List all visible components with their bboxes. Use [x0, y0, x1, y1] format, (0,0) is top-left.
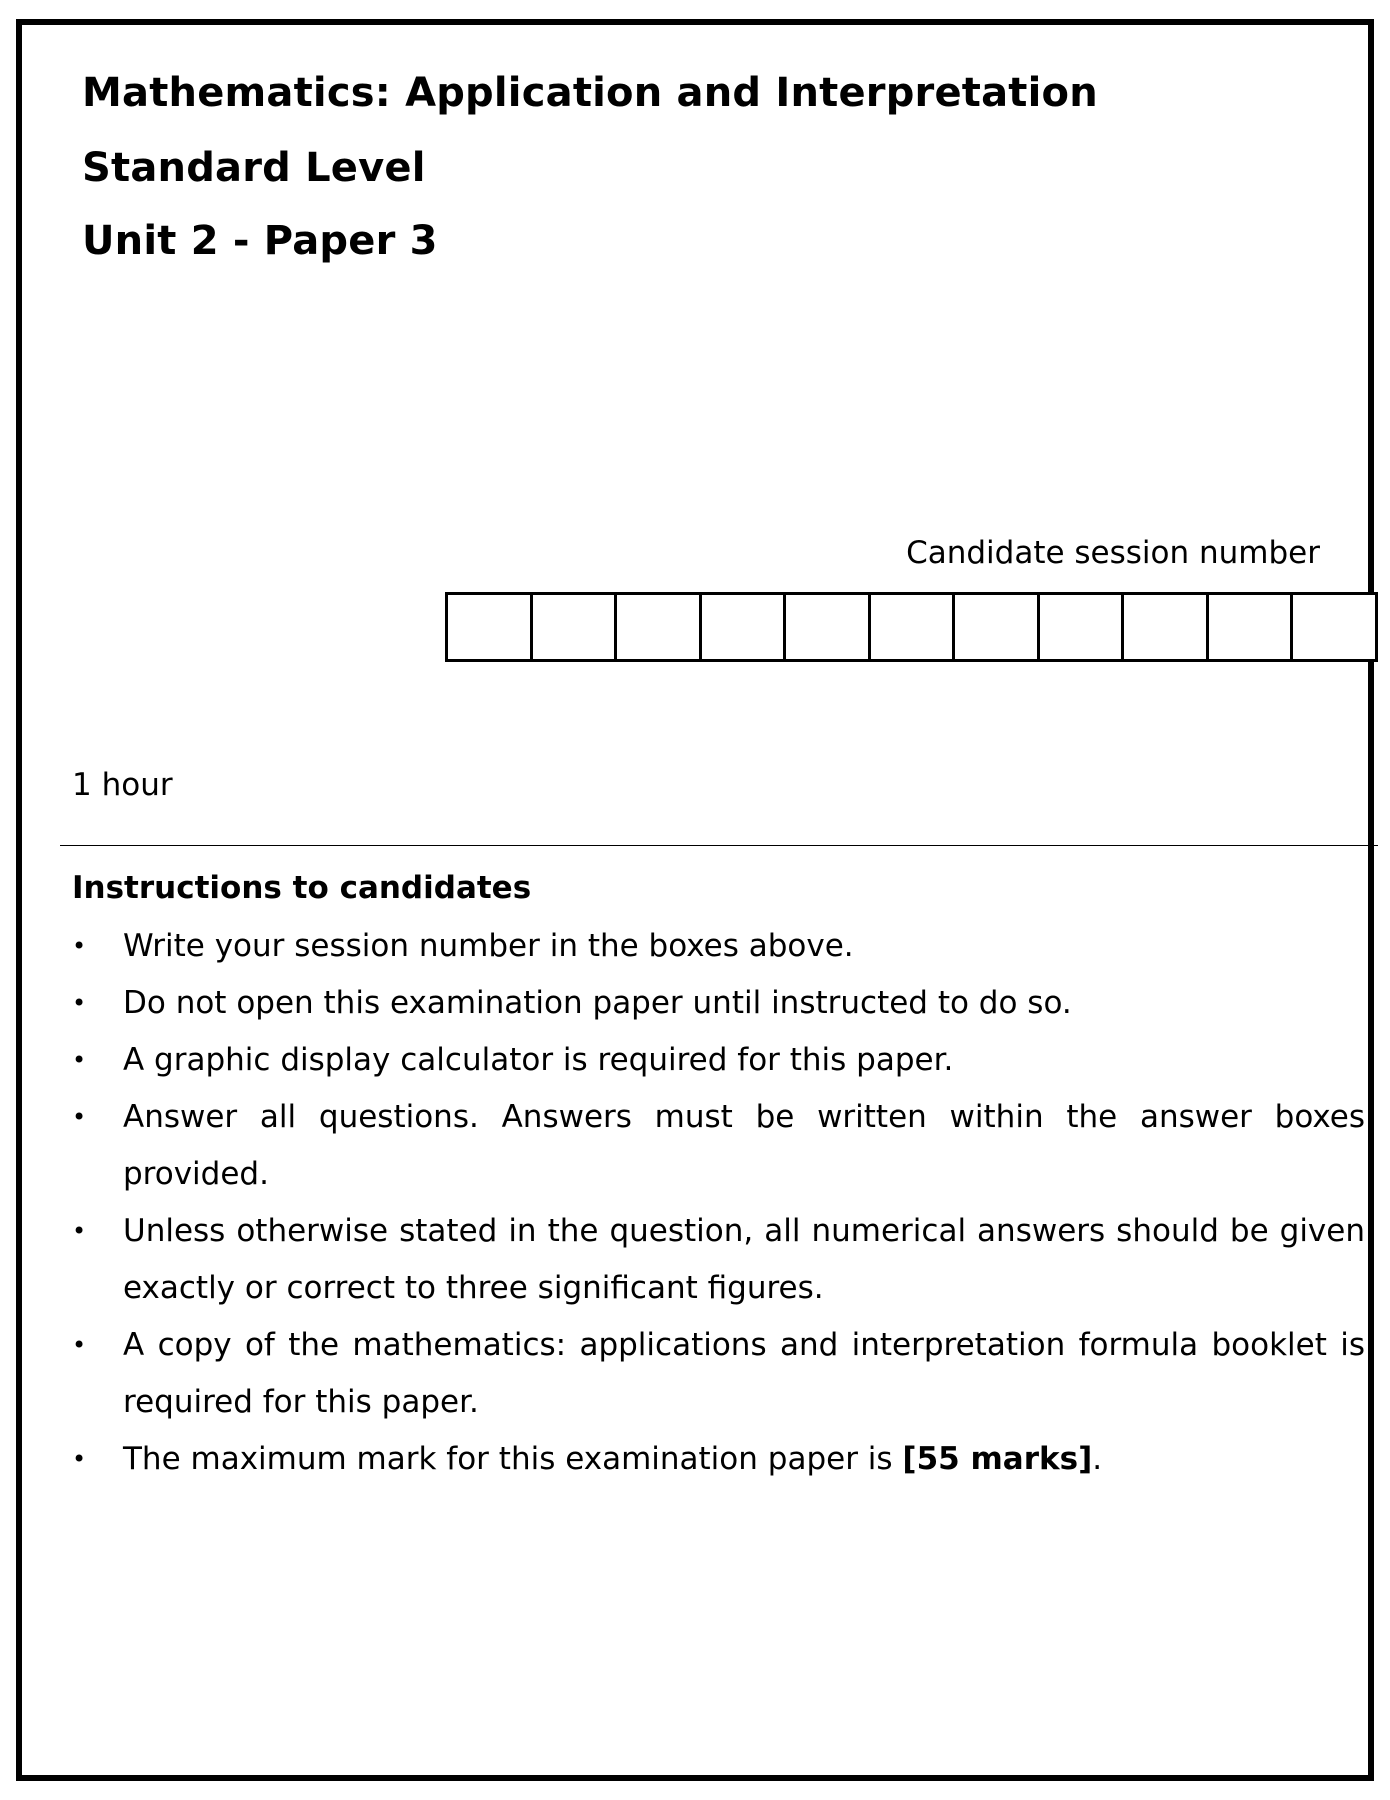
- instruction-item: [72, 1431, 1365, 1488]
- instruction-text: Write your session number in the boxes above.: [123, 928, 854, 964]
- bullet-icon: •: [72, 989, 87, 1017]
- instructions-heading: Instructions to candidates: [72, 870, 532, 906]
- instruction-text: A copy of the mathematics: applications and interpretation formula booklet is required for this paper.: [123, 1327, 1365, 1420]
- instruction-item: [72, 1089, 1365, 1203]
- candidate-session-number-boxes: [445, 592, 1378, 662]
- session-number-box[interactable]: [614, 595, 699, 659]
- instruction-text: Do not open this examination paper until instructed to do so.: [123, 985, 1072, 1021]
- exam-duration: 1 hour: [72, 767, 173, 803]
- session-number-box[interactable]: [783, 595, 868, 659]
- instruction-item: [72, 918, 1365, 975]
- bullet-icon: •: [72, 1103, 87, 1131]
- session-number-box[interactable]: [952, 595, 1037, 659]
- section-divider: [60, 845, 1378, 846]
- candidate-session-label: Candidate session number: [906, 535, 1320, 571]
- instruction-item: [72, 1317, 1365, 1431]
- session-number-box[interactable]: [1206, 595, 1291, 659]
- exam-level: Standard Level: [82, 145, 426, 191]
- instruction-text: Answer all questions. Answers must be written within the answer boxes provided.: [123, 1099, 1365, 1192]
- instruction-text-prefix: The maximum mark for this examination paper is: [123, 1441, 903, 1477]
- exam-paper: Unit 2 - Paper 3: [82, 218, 438, 264]
- exam-cover-page: [16, 19, 1374, 1781]
- exam-title: Mathematics: Application and Interpretation: [82, 70, 1098, 116]
- total-marks: [55 marks]: [902, 1441, 1093, 1477]
- session-number-box[interactable]: [530, 595, 615, 659]
- bullet-icon: •: [72, 1331, 87, 1359]
- session-number-box[interactable]: [868, 595, 953, 659]
- session-number-box[interactable]: [699, 595, 784, 659]
- instruction-item: [72, 1203, 1365, 1317]
- session-number-box[interactable]: [1037, 595, 1122, 659]
- instruction-text: Unless otherwise stated in the question, all numerical answers should be given exactly or correct to three significant figures.: [123, 1213, 1365, 1306]
- session-number-box[interactable]: [448, 595, 530, 659]
- session-number-box[interactable]: [1290, 595, 1375, 659]
- instructions-list: [72, 918, 1365, 1488]
- instruction-text-suffix: .: [1092, 1441, 1103, 1477]
- instruction-item: [72, 1032, 1365, 1089]
- instruction-item: [72, 975, 1365, 1032]
- bullet-icon: •: [72, 932, 87, 960]
- session-number-box[interactable]: [1121, 595, 1206, 659]
- bullet-icon: •: [72, 1217, 87, 1245]
- instruction-text: A graphic display calculator is required for this paper.: [123, 1042, 954, 1078]
- bullet-icon: •: [72, 1445, 87, 1473]
- bullet-icon: •: [72, 1046, 87, 1074]
